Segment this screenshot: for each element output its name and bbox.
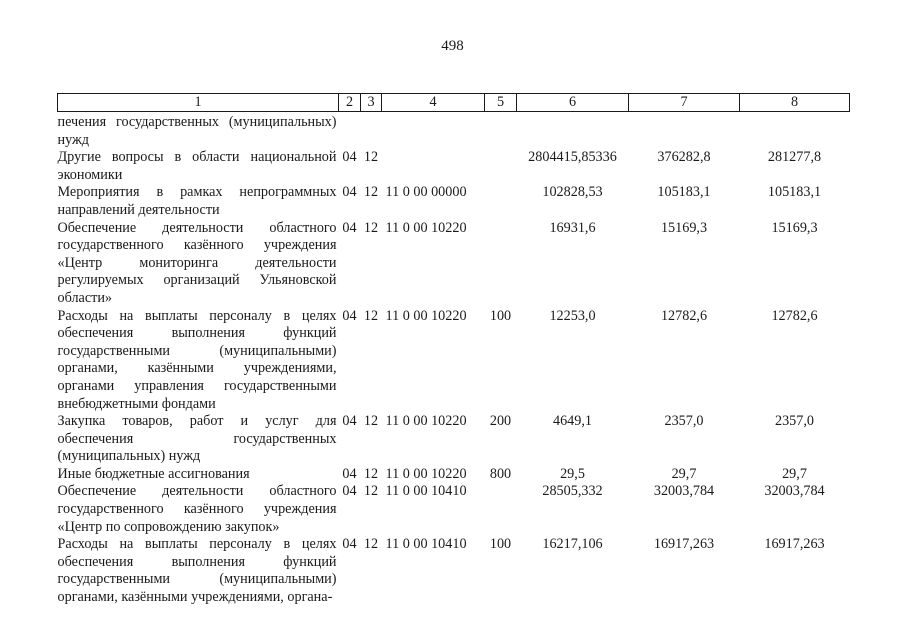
row-rz: 04 <box>342 483 357 500</box>
row-amount-3: 105183,1 <box>767 184 822 201</box>
row-csr: 11 0 00 10410 <box>385 536 467 553</box>
row-amount-2: 105183,1 <box>657 184 711 201</box>
row-rz: 04 <box>342 149 357 166</box>
table-row <box>58 112 850 150</box>
row-rz: 04 <box>342 413 357 430</box>
row-amount-2: 12782,6 <box>660 307 708 324</box>
row-amount-2: 32003,784 <box>653 483 715 500</box>
row-amount-1: 16931,6 <box>549 219 596 236</box>
header-row <box>58 94 850 112</box>
row-pr <box>361 112 382 150</box>
row-pr: 12 <box>363 149 379 166</box>
row-vr: 200 <box>489 413 512 430</box>
row-name: Закупка товаров, работ и услуг для обеспечения государственных (муниципальных) нужд <box>57 413 337 465</box>
row-rz: 04 <box>342 465 357 482</box>
row-vr <box>485 112 517 150</box>
table-body <box>58 112 850 607</box>
row-csr: 11 0 00 10220 <box>385 307 467 324</box>
header-cell-pr: 3 <box>361 94 382 112</box>
row-name: Обеспечение деятельности областного государственного казённого учреждения «Центр по сопровождению закупок» <box>57 483 337 535</box>
row-csr <box>382 149 485 184</box>
row-csr: 11 0 00 10220 <box>385 219 467 236</box>
row-name: Расходы на выплаты персоналу в целях обеспечения выполнения функций государственными (муниципальными) органами, казёнными учреждениями, органа- <box>57 536 337 606</box>
row-rz <box>339 112 361 150</box>
row-amount-1: 12253,0 <box>549 307 596 324</box>
row-amount-2: 15169,3 <box>660 219 708 236</box>
row-vr: 100 <box>489 307 512 324</box>
header-cell-amount-3: 8 <box>740 94 850 112</box>
row-rz: 04 <box>342 219 357 236</box>
row-amount-3: 2357,0 <box>774 413 814 430</box>
row-pr: 12 <box>363 536 379 553</box>
table-row <box>58 483 850 536</box>
table-row <box>58 149 850 184</box>
table-row <box>58 220 850 308</box>
header-cell-amount-2: 7 <box>629 94 740 112</box>
row-name: Другие вопросы в области национальной экономики <box>57 149 337 183</box>
row-pr: 12 <box>363 307 379 324</box>
row-csr: 11 0 00 00000 <box>385 184 467 201</box>
row-vr: 100 <box>489 536 512 553</box>
row-amount-3: 16917,263 <box>764 536 825 553</box>
row-pr: 12 <box>363 219 379 236</box>
header-cell-name: 1 <box>58 94 339 112</box>
row-vr <box>485 149 517 184</box>
row-amount-1: 2804415,85336 <box>528 149 617 166</box>
header-cell-csr: 4 <box>382 94 485 112</box>
row-amount-3: 15169,3 <box>771 219 818 236</box>
row-amount-2: 376282,8 <box>657 149 711 166</box>
row-pr: 12 <box>363 413 379 430</box>
row-pr: 12 <box>363 465 379 482</box>
row-csr: 11 0 00 10410 <box>385 483 467 500</box>
row-vr <box>485 483 517 536</box>
row-pr: 12 <box>363 184 379 201</box>
header-cell-vr: 5 <box>485 94 517 112</box>
row-amount-3: 281277,8 <box>767 149 822 166</box>
table-row <box>58 466 850 484</box>
row-amount-1: 4649,1 <box>552 413 592 430</box>
row-amount-3 <box>740 112 850 150</box>
table-header <box>58 94 850 112</box>
row-amount-2: 2357,0 <box>664 413 704 430</box>
row-name: Мероприятия в рамках непрограммных направлений деятельности <box>57 184 337 218</box>
row-csr: 11 0 00 10220 <box>385 465 467 482</box>
header-cell-rz: 2 <box>339 94 361 112</box>
budget-table <box>57 93 850 607</box>
row-vr <box>485 220 517 308</box>
row-amount-2 <box>629 112 740 150</box>
row-amount-1: 16217,106 <box>542 536 603 553</box>
row-amount-2: 29,7 <box>671 465 697 482</box>
row-rz: 04 <box>342 536 357 553</box>
row-amount-2: 16917,263 <box>653 536 715 553</box>
table-row <box>58 184 850 219</box>
row-rz: 04 <box>342 184 357 201</box>
row-pr: 12 <box>363 483 379 500</box>
table-row <box>58 308 850 414</box>
table-row <box>58 536 850 606</box>
row-amount-1 <box>517 112 629 150</box>
row-amount-1: 102828,53 <box>542 184 603 201</box>
row-vr: 800 <box>489 465 512 482</box>
header-cell-amount-1: 6 <box>517 94 629 112</box>
row-name: Расходы на выплаты персоналу в целях обеспечения выполнения функций государственными (муниципальными) органами, казёнными учреждениями, органами управления государственными внебюджетными фондами <box>57 307 337 412</box>
table-row <box>58 413 850 466</box>
row-amount-3: 32003,784 <box>764 483 825 500</box>
row-amount-1: 29,5 <box>560 465 585 482</box>
row-name: Обеспечение деятельности областного государственного казённого учреждения «Центр мониторинга деятельности регулируемых организаций Ульяновской области» <box>57 219 337 306</box>
row-name: Иные бюджетные ассигнования <box>57 465 250 482</box>
row-rz: 04 <box>342 307 357 324</box>
row-csr: 11 0 00 10220 <box>385 413 467 430</box>
row-amount-3: 29,7 <box>782 465 807 482</box>
page-number: 498 <box>441 38 464 54</box>
row-csr <box>382 112 485 150</box>
row-vr <box>485 184 517 219</box>
row-amount-1: 28505,332 <box>542 483 603 500</box>
row-name: печения государственных (муниципальных) нужд <box>57 114 337 148</box>
row-amount-3: 12782,6 <box>771 307 818 324</box>
